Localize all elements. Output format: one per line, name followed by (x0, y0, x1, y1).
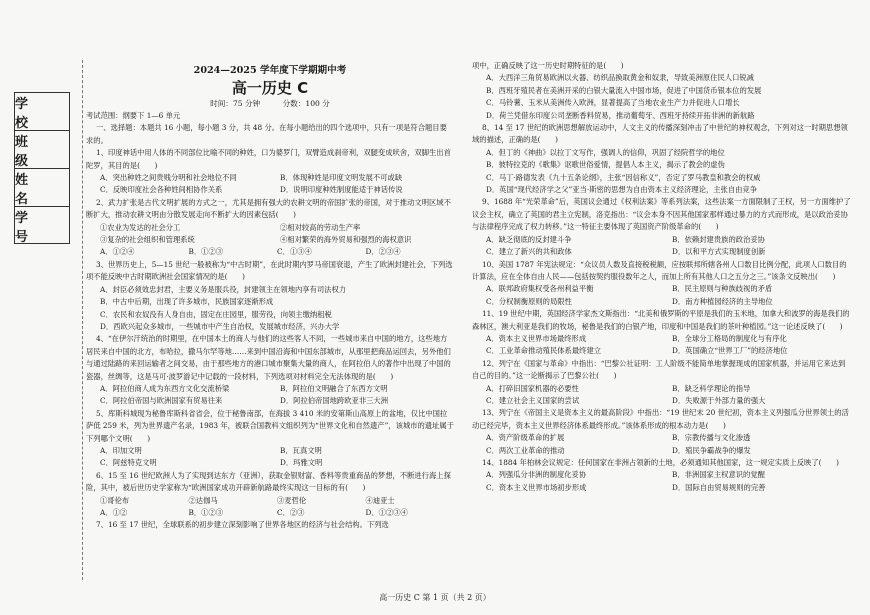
exam-scope: 考试范围：纲要下 1—6 单元 (86, 111, 181, 120)
question-14: 14、1884 年柏林会议规定：任何国家在非洲占领新的土地，必须通知其他国家，这一规定实质上反映了( ) (482, 458, 839, 467)
q12-option-d: D．失败源于外部力量的强大 (672, 395, 766, 405)
q7-option-b: B．西班牙殖民者在美洲开采的白银大量流入中国市场，促进了中国货币银本位的发展 (486, 85, 762, 95)
q9-option-d: D．以和平方式实现制度创新 (672, 247, 766, 257)
q2-option-d: D．②③④ (365, 247, 401, 257)
q7-option-d: D．荷兰凭借东印度公司垄断香料贸易，推动葡萄牙、西班牙持续开拓非洲的新航路 (486, 110, 755, 120)
q11-option-a: A．资本主义世界市场最终形成 (486, 333, 587, 343)
q6-option-d: D．①②③④ (365, 508, 408, 517)
q2-item-4: ④相对繁荣的海外贸易和强烈的海权意识 (280, 235, 412, 245)
q2-option-b: B．①②③ (188, 247, 224, 257)
q5-option-c: C．阿兹特克文明 (100, 458, 157, 468)
q9-option-b: B．依赖封建贵族的政治妥协 (672, 234, 765, 244)
q1-option-a: A．突出种姓之间贵贱分明和社会地位不同 (100, 173, 237, 183)
question-12: 12、列宁在《国家与革命》中指出：“巴黎公社证明：工人阶级不能简单地掌握现成的国家机器，并运用它来达到自己的目的。”这一论断揭示了巴黎公社( ) (472, 358, 846, 381)
question-7-cont: 项中，正确反映了这一历史时期特征的是( ) (472, 61, 624, 70)
q14-option-c: C．资本主义世界市场初步形成 (486, 482, 587, 492)
exam-meta (86, 98, 454, 110)
section-instructions: 一、选择题：本题共 16 小题，每小题 3 分，共 48 分。在每小题给出的四个选项中，只有一项是符合题目要求的。 (86, 123, 447, 145)
q11-options (472, 333, 852, 358)
q5-option-a: A．印加文明 (100, 445, 142, 455)
q4-option-c: C．阿拉伯帝国与欧洲国家有贸易往来 (100, 396, 223, 406)
question-6: 6、15 至 16 世纪欧洲人为了实现到达东方（亚洲），获取金银财富、香料等贵重商品的梦想，不断进行海上探险，其中，被后世历史学家称为“欧洲国家成功开辟新航路最终实现这一目标的有( ) (86, 470, 451, 493)
q2-item-1: ①农业为发达的社会分工 (100, 222, 181, 232)
q3-option-a: A．封臣必须效忠封君，主要义务是服兵役，封建领主在领地内享有司法权力 (100, 284, 347, 294)
q13-option-c: C．两次工业革命的推动 (486, 445, 565, 455)
q12-option-a: A．打碎旧国家机器的必要性 (486, 383, 579, 393)
q1-option-b: B．体现种姓是印度文明发展不可或缺 (280, 173, 403, 183)
q9-options (472, 234, 852, 259)
student-number-field: 学 号 (15, 210, 37, 245)
question-3: 3、世界历史上，5—15 世纪一般被称为“中古时期”，在此时期内罗马帝国衰退，产生了欧洲封建社会，下列选项不能反映中古时期欧洲社会国家情况的是( ) (86, 259, 453, 282)
q8-option-b: B．彼特拉克的《歌集》讴歌世俗爱情，提倡人本主义，揭示了教会的虚伪 (486, 160, 725, 170)
q6-items (86, 495, 454, 507)
q11-option-d: D．英国确立“世界工厂”的经济地位 (672, 346, 788, 356)
q2-item-3: ③复杂的社会组织和管理系统 (100, 235, 195, 245)
question-4: 4、“在伊尔汗统治的时期里，在中国本土的商人与他们的这些客人不同，一些城市来自中国的地方，这些地方居民来自中国的北方，布哈拉，撒马尔罕等地……来到中国沿海和中国东部城市，从那里把商品运回去，另外他们与通过陆路的来回运输者之间交易，由于那些地方的港口城市聚集大量的商人，在阿拉伯人的著作中出现了中国的瓷器，丝绸等，这是马可·波罗游记中记载的一段材料，下列选项对材料完全无法体现的是( ) (86, 334, 451, 381)
question-8: 8、14 至 17 世纪的欧洲思想解放运动中，人文主义的传播深刻冲击了中世纪的神权观念，下列对这一时期思想领域的描述，正确的是( ) (472, 123, 848, 145)
q2-item-2: ②相对较高的劳动生产率 (280, 222, 361, 232)
q2-answers (86, 246, 454, 258)
q13-option-a: A．资产阶级革命的扩展 (486, 433, 565, 443)
q6-item-2: ②达伽马 (188, 495, 218, 505)
q12-option-c: C．建立社会主义国家的尝试 (486, 395, 580, 405)
q3-option-d: D．西欧兴起众多城市，一些城市中产生自治权，发展城市经济，兴办大学 (100, 321, 340, 331)
q6-item-4: ④迪亚士 (365, 495, 395, 505)
name-field: 姓 名 (15, 169, 69, 207)
q6-option-c: C．②③ (277, 508, 305, 517)
q10-option-a: A．联邦政府集权受各州利益平衡 (486, 284, 594, 294)
q5-option-b: B．瓦真文明 (280, 445, 322, 455)
q11-option-c: C．工业革命推动殖民体系最终建立 (486, 346, 602, 356)
left-column (86, 60, 454, 580)
q1-options (86, 172, 454, 197)
q2-items (86, 222, 454, 247)
q13-options (472, 432, 852, 457)
question-13: 13、列宁在《帝国主义是资本主义的最高阶段》中指出：“19 世纪末 20 世纪初，资本主义列强瓜分世界领土的活动已经完毕，资本主义世界经济体系最终形成。”该体系形成的根本动力是( ) (472, 408, 849, 430)
question-2: 2、武力扩张是古代文明扩展的方式之一，尤其是拥有强大的农耕文明的帝国扩张的帝国，对于推动文明区域不断扩大，推动农耕文明由分散发展走向不断扩大的因素包括( ) (86, 197, 451, 220)
question-9: 9、1688 年“光荣革命”后，英国议会通过《权利法案》等系列法案，这些法案一方面限制了王权，另一方面维护了议会主权，确立了英国的君主立宪制，洛克指出：“议会本身不因其他国家那样通过暴力的方式而形成，是以政治妥协与法律程序完成了权力转移。”这一特征主要体现了英国资产阶级革命的( ) (472, 197, 851, 232)
question-1: 1、印度神话中用人体的不同部位比喻不同的种姓，口为婆罗门，双臂造成刹帝利，双腿变成吠舍，双脚生出首陀罗，其目的是( ) (86, 148, 451, 170)
q4-option-b: B．阿拉伯文明融合了东西方文明 (280, 383, 388, 393)
q1-option-d: D．说明印度种姓制度能适于神话传说 (280, 185, 403, 195)
q6-item-3: ③麦哲伦 (277, 495, 307, 505)
q4-option-d: D．阿拉伯帝国地跨欧亚非三大洲 (280, 396, 389, 406)
q9-option-c: C．建立了新兴的共和政体 (486, 247, 572, 257)
exam-title: 2024—2025 学年度下学期期中考 (193, 65, 347, 76)
question-5: 5、库斯科城现为秘鲁库斯科省省会，位于秘鲁南部，在海拔 3 410 米的安第斯山高原上的盆地，仅比中国拉萨低 259 米，列为世界遗产名录，1983 年，被联合国教科文组织列为“世界文化和自然遗产”，该城市的遗址属于下列哪个文明( ) (86, 408, 454, 443)
q5-options (86, 445, 454, 470)
q7-option-a: A．大西洋三角贸易欧洲以火器、纺织品换取黄金和奴隶，导致美洲原住民人口锐减 (486, 73, 754, 83)
q5-option-d: D．玛雅文明 (280, 458, 323, 468)
q2-option-a: A．①②④ (100, 247, 135, 257)
binding-line (82, 60, 83, 580)
q6-option-a: A．①② (100, 508, 128, 517)
q12-options (472, 383, 852, 408)
q8-option-a: A．但丁的《神曲》以拉丁文写作，强调人的信仰，巩固了经院哲学的地位 (486, 147, 725, 157)
exam-time: 时间：75 分钟 (210, 99, 261, 108)
question-11: 11、19 世纪中期，英国经济学家杰文斯指出：“北美和俄罗斯的平原是我们的玉米地，加拿大和波罗的海是我们的森林区，澳大利亚是我们的牧场，秘鲁是我们的白银产地，印度和中国是我们的茶叶种植园。”这一论述反映了( ) (472, 309, 850, 331)
q4-options (86, 383, 454, 408)
q6-option-b: B．①②③ (188, 508, 224, 517)
page-footer: 高一历史 C 第 1 页（共 2 页） (379, 593, 491, 602)
q10-options (472, 283, 852, 308)
right-column (472, 60, 852, 580)
q8-option-c: C．马丁·路德发表《九十五条论纲》，主张“因信称义”，否定了罗马教皇和教会的权威 (486, 172, 761, 182)
question-10: 10、美国 1787 年宪法规定：“众议员人数及直接税税额，应按联邦所辖各州人口数目比例分配，此项人口数目的计算法，应在全体自由人民——包括按契约服役数年之人，而加上所有其他人口之五分之三。”该条文反映出( ) (472, 259, 847, 281)
q14-options (472, 469, 852, 494)
q6-item-1: ①哥伦布 (100, 495, 130, 505)
q7-option-c: C．马铃薯、玉米从美洲传入欧洲，显著提高了当地农业生产力并促进人口增长 (486, 98, 740, 108)
q10-option-c: C．分权制衡原则的局限性 (486, 296, 572, 306)
q11-option-b: B．全球分工格局的制度化与有序化 (672, 333, 787, 343)
q3-option-c: C．农民和农奴没有人身自由，固定在庄园里，服劳役，向领主缴纳租税 (100, 309, 332, 319)
q14-option-a: A．列强瓜分非洲的制度化妥协 (486, 470, 587, 480)
q14-option-d: D．国际自由贸易规则的完善 (672, 482, 766, 492)
school-field: 学 校 (15, 93, 69, 131)
q13-option-b: B．宗教传播与文化渗透 (672, 433, 751, 443)
q10-option-d: D．南方种植园经济的主导地位 (672, 296, 773, 306)
student-info-box (14, 92, 70, 244)
q9-option-a: A．缺乏彻底的反封建斗争 (486, 234, 572, 244)
q8-option-d: D．英国“现代经济学之父”亚当·斯密的思想为自由资本主义经济理论，主张自由竞争 (486, 185, 758, 195)
q4-option-a: A．阿拉伯商人成为东西方文化交流桥梁 (100, 383, 230, 393)
q12-option-b: B．缺乏科学理论的指导 (672, 383, 751, 393)
q1-option-c: C．反映印度社会各种姓间相协作关系 (100, 185, 223, 195)
exam-score: 分数：100 分 (282, 99, 330, 108)
q13-option-d: D．殖民争霸战争的爆发 (672, 445, 751, 455)
q3-option-b: B．中古中后期，出现了许多城市，民族国家逐渐形成 (100, 297, 274, 307)
question-7-start: 7、16 至 17 世纪，全球联系的初步建立深刻影响了世界各地区的经济与社会结构。下列选 (96, 520, 389, 530)
q14-option-b: B．非洲国家主权意识的觉醒 (672, 470, 765, 480)
q2-option-c: C．①③④ (277, 247, 312, 257)
q10-option-b: B．民主原则与种族歧视的矛盾 (672, 284, 773, 294)
subject-title: 高一历史 C (231, 79, 309, 97)
class-field: 班 级 (15, 131, 69, 169)
q6-options (86, 507, 454, 519)
